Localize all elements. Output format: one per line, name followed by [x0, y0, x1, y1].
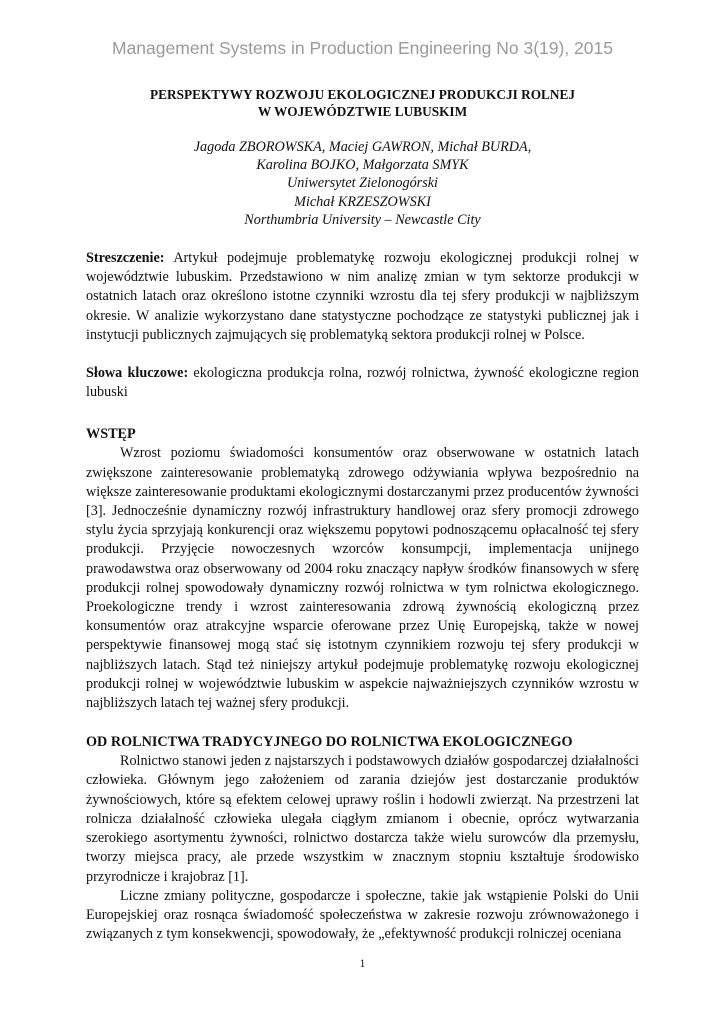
article-body [86, 86, 639, 944]
body-paragraph: Rolnictwo stanowi jeden z najstarszych i podstawowych działów gospodarczej działalności człowieka. Głównym jego założeniem od zarania dziejów jest dostarczanie produktów żywnościowych, które są efektem celowej uprawy roślin i hodowli zwierząt. Na przestrzeni lat rolnicza działalność człowieka ulegała ciągłym zmianom i obecnie, oprócz wytwarzania szerokiego asortymentu żywności, rolnictwo dostarcza także wielu surowców dla przemysłu, tworzy miejsca pracy, ale przede wszystkim w znacznym stopniu kształtuje środowisko przyrodnicze i krajobraz [1]. [86, 753, 639, 885]
article-title-line-1: PERSPEKTYWY ROZWOJU EKOLOGICZNEJ PRODUKCJI ROLNEJ [149, 87, 576, 102]
body-paragraph: Liczne zmiany polityczne, gospodarcze i społeczne, takie jak wstąpienie Polski do Unii Europejskiej oraz rosnąca świadomość społeczeństwa w zakresie rozwoju zrównoważonego i związanych z tym konsekwencji, spowodowały, że „efektywność produkcji rolniczej oceniana [86, 887, 639, 943]
keywords-text: ekologiczna produkcja rolna, rozwój rolnictwa, żywność ekologiczne region lubuski [86, 365, 639, 401]
abstract [86, 249, 639, 345]
running-header: Management Systems in Production Engineering No 3(19), 2015 [112, 38, 613, 58]
body-paragraph: Wzrost poziomu świadomości konsumentów oraz obserwowane w ostatnich latach zwiększone zainteresowanie problematyką zdrowego odżywiania wpływa bezpośrednio na większe zainteresowanie produktami ekologicznymi dostarczanymi przez producentów żywności [3]. Jednocześnie dynamiczny rozwój infrastruktury handlowej oraz sfery promocji zdrowego stylu życia sprzyjają konkurencji oraz większemu popytowi podnoszącemu opłacalność tej sfery produkcji. Przyjęcie nowoczesnych wzorców konsumpcji, implementacja unijnego prawodawstwa oraz obserwowany od 2004 roku znaczący napływ środków finansowych w sferę produkcji rolnej spowodowały dynamiczny rozwój rolnictwa w tym rolnictwa ekologicznego. Proekologiczne trendy i wzrost zainteresowania zdrową żywnością ekologiczną przez konsumentów oraz atrakcyjne wsparcie oferowane przez Unię Europejską, także w nowej perspektywie finansowej mogą stać się istotnym czynnikiem rozwoju tej sfery produkcji w najbliższych latach. Stąd też niniejszy artykuł podejmuje problematykę rozwoju ekologicznej produkcji rolnej w województwie lubuskim w aspekcie najważniejszych czynników wzrostu w najbliższych latach tej ważnej sfery produkcji. [86, 445, 639, 712]
abstract-text: Artykuł podejmuje problematykę rozwoju ekologicznej produkcji rolnej w województwie lubuskim. Przedstawiono w nim analizę zmian w tym sektorze produkcji w ostatnich latach oraz określono istotne czynniki wzrostu dla tej sfery produkcji w najbliższym okresie. W analizie wykorzystano dane statystyczne pochodzące ze statystyki publicznej jak i instytucji publicznych zajmujących się problematyką sektora produkcji rolnej w Polsce. [86, 250, 639, 343]
affiliation-line: Northumbria University – Newcastle City [244, 211, 481, 228]
article-title-line-2: W WOJEWÓDZTWIE LUBUSKIM [257, 104, 468, 119]
affiliation-line: Uniwersytet Zielonogórski [287, 175, 438, 192]
section-heading-introduction: WSTĘP [86, 426, 136, 443]
author-line: Michał KRZESZOWSKI [294, 193, 431, 210]
author-block [86, 138, 639, 229]
author-line: Jagoda ZBOROWSKA, Maciej GAWRON, Michał BURDA, [193, 139, 532, 155]
author-line: Karolina BOJKO, Małgorzata SMYK [256, 157, 469, 174]
page-number: 1 [359, 958, 366, 970]
abstract-label: Streszczenie: [86, 250, 165, 267]
keywords-label: Słowa kluczowe: [86, 365, 189, 382]
article-title [86, 86, 639, 120]
section-heading-traditional-to-ecological: OD ROLNICTWA TRADYCYJNEGO DO ROLNICTWA EKOLOGICZNEGO [86, 734, 573, 751]
keywords [86, 364, 639, 402]
